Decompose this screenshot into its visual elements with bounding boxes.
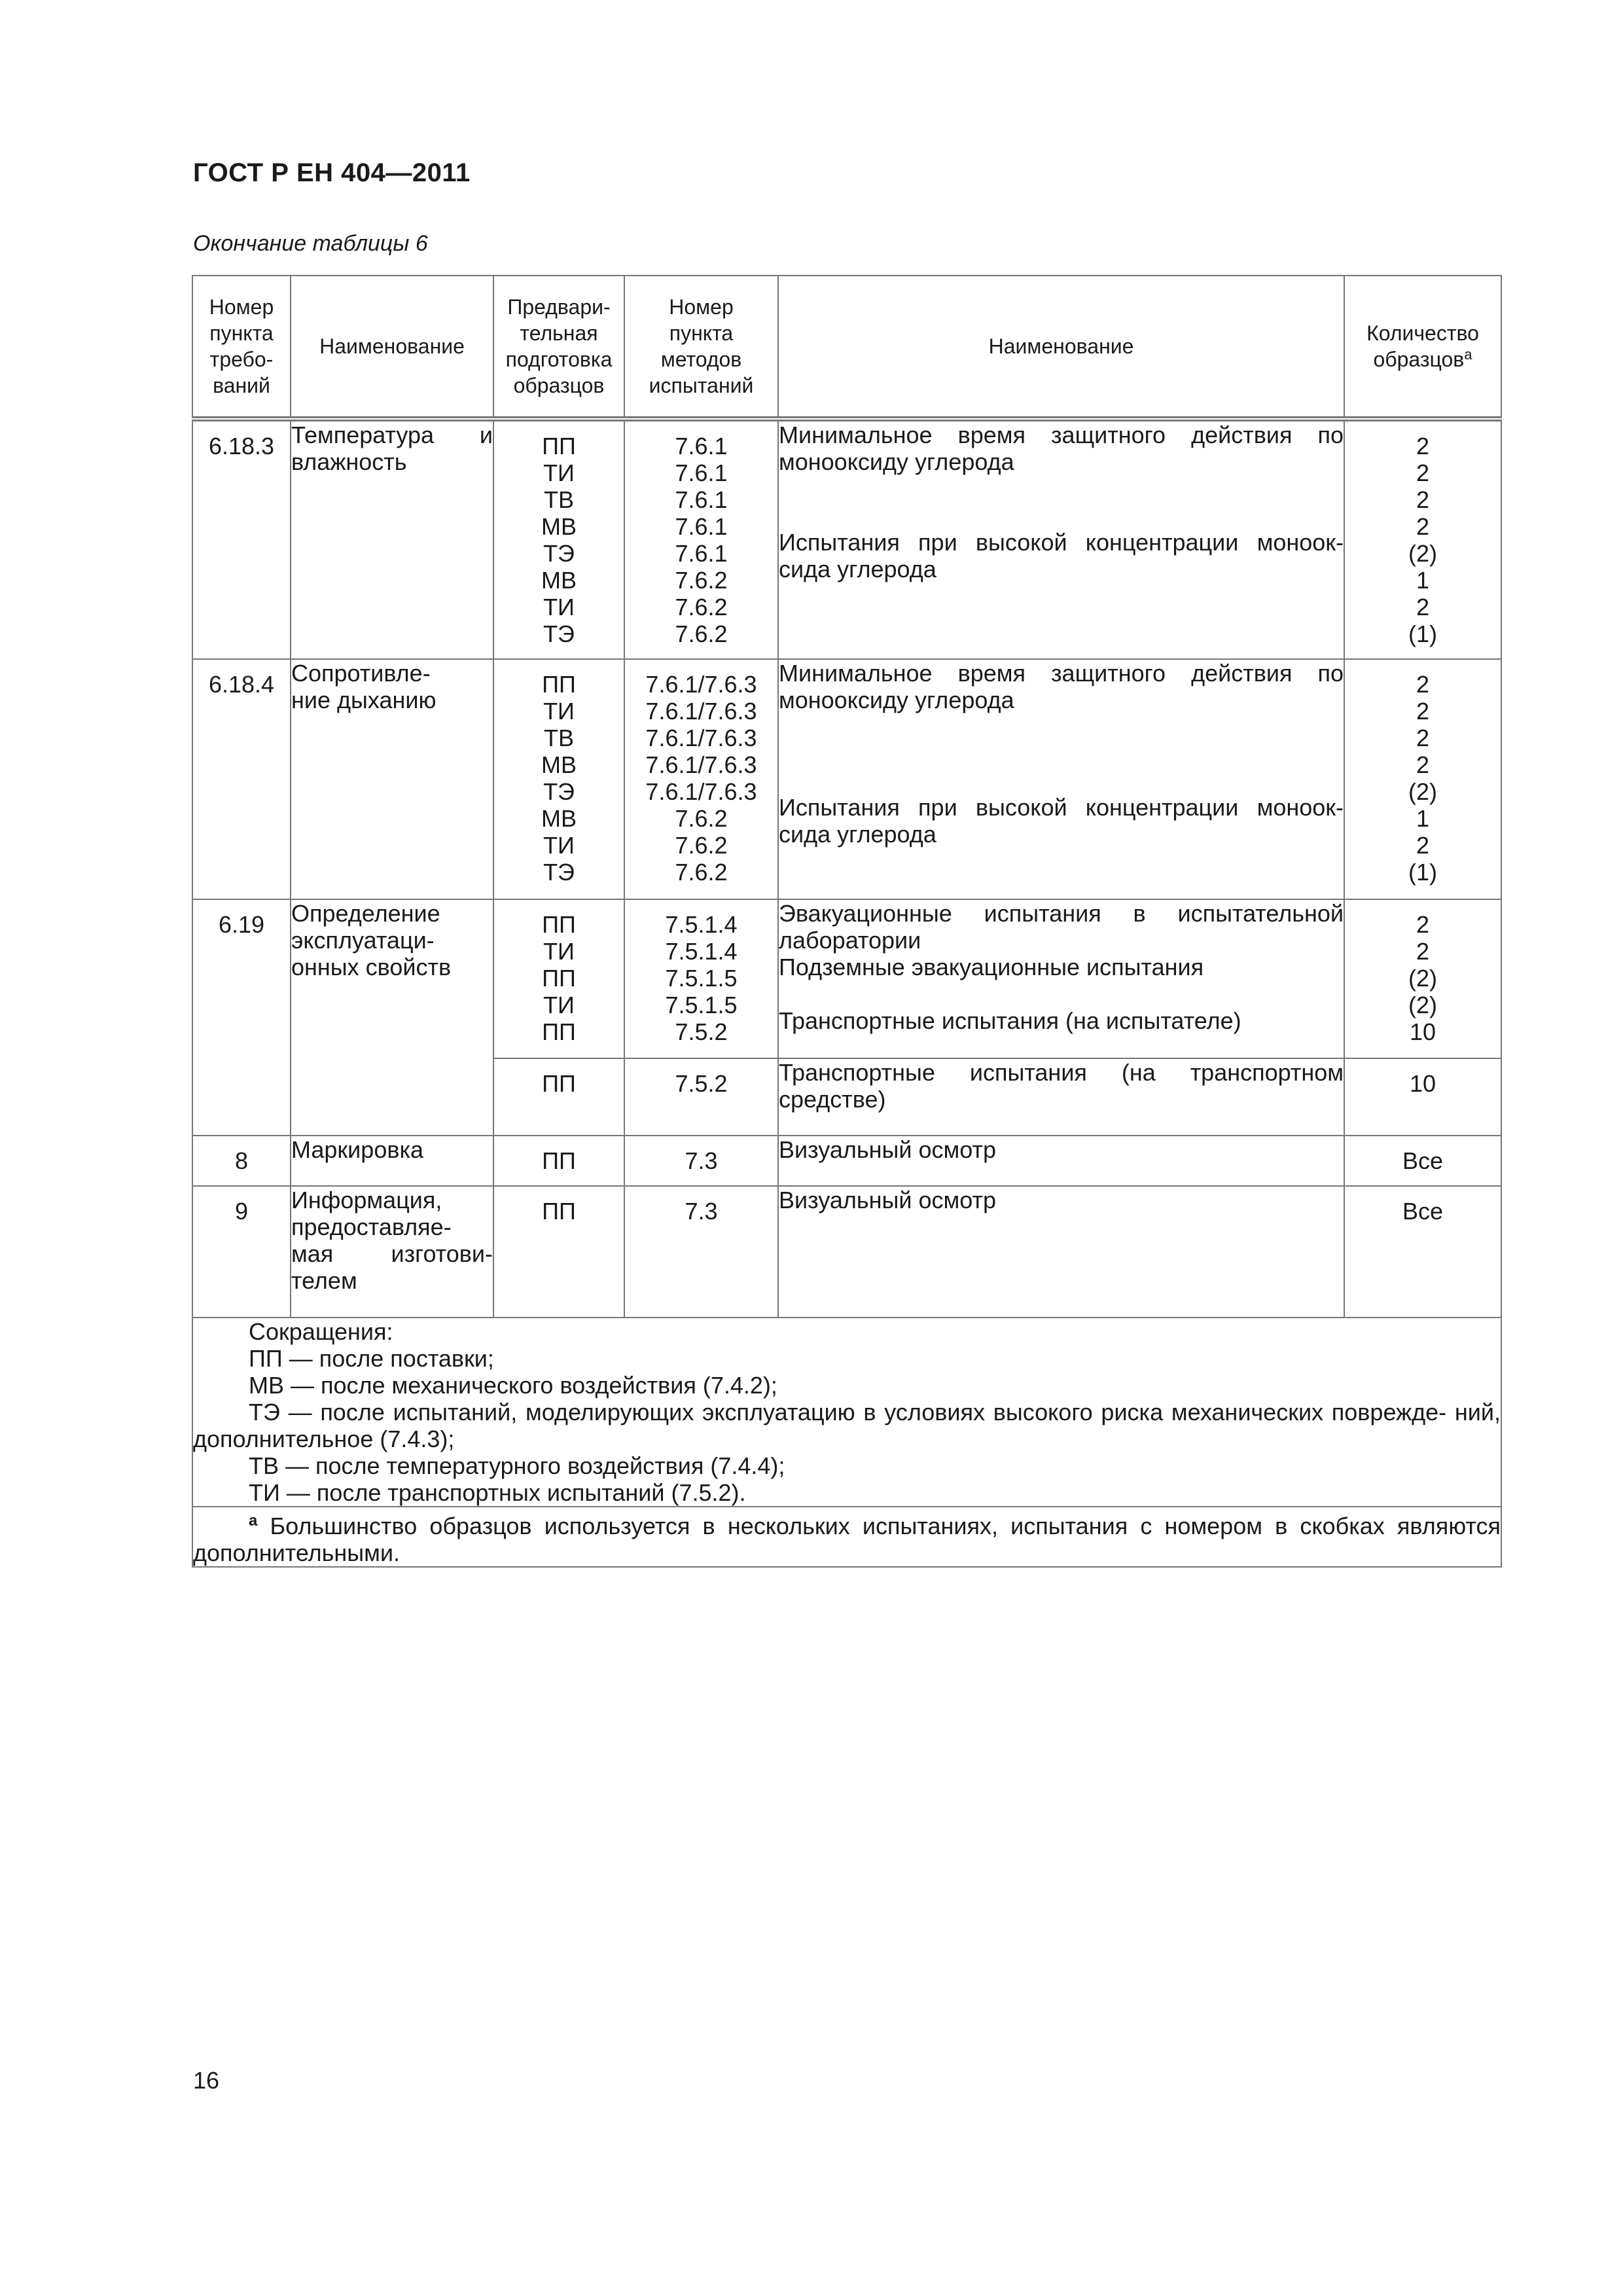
- abbreviations-row: [192, 1318, 1501, 1507]
- requirement-name: Сопротивле- ние дыханию: [291, 659, 493, 899]
- requirement-name: Маркировка: [291, 1136, 493, 1186]
- method-list: 7.6.1/7.6.3 7.6.1/7.6.3 7.6.1/7.6.3 7.6.1/7.6.3 7.6.1/7.6.3 7.6.2 7.6.2 7.6.2: [645, 671, 757, 886]
- footnote-row: [192, 1507, 1501, 1567]
- table-row: [192, 1136, 1501, 1186]
- test-name-list: Эвакуационные испытания в испытательной лаборатории Подземные эвакуационные испытания Транспортные испытания (на испытателе): [778, 899, 1344, 1058]
- prep-list: ПП ТИ ТВ МВ ТЭ МВ ТИ ТЭ: [541, 671, 577, 886]
- document-code: ГОСТ Р ЕН 404—2011: [193, 158, 471, 187]
- req-number: 6.18.3: [208, 433, 275, 459]
- count-value: 10: [1409, 1070, 1436, 1097]
- count-value: Все: [1402, 1198, 1444, 1225]
- method-value: 7.3: [685, 1198, 718, 1225]
- count-list: 2 2 (2) (2) 10: [1408, 911, 1437, 1045]
- test-name-list: Транспортные испытания (на транспортном средстве): [778, 1058, 1344, 1136]
- method-value: 7.5.2: [675, 1070, 728, 1097]
- table-row: [192, 419, 1501, 659]
- requirement-name: Определение эксплуатаци- онных свойств: [291, 899, 493, 1136]
- table-row: [192, 659, 1501, 899]
- method-list: 7.6.1 7.6.1 7.6.1 7.6.1 7.6.1 7.6.2 7.6.2 7.6.2: [675, 433, 728, 647]
- requirements-table: [192, 275, 1502, 1568]
- prep-list: ПП ТИ ТВ МВ ТЭ МВ ТИ ТЭ: [541, 433, 577, 647]
- header-preconditioning: Предвари- тельная подготовка образцов: [493, 276, 624, 419]
- table-row: [192, 1186, 1501, 1318]
- footnote-text: Большинство образцов используется в нескольких испытаниях, испытания с номером в скобках являются дополнительными.: [193, 1513, 1501, 1566]
- footnote: [192, 1507, 1501, 1567]
- header-method-number: Номер пункта методов испытаний: [624, 276, 778, 419]
- test-name: Визуальный осмотр: [778, 1136, 1344, 1186]
- requirement-name: Информация, предоставляе- мая изготови- телем: [291, 1186, 493, 1318]
- header-sample-count: Количество образцов$^a$: [1344, 276, 1501, 419]
- abbreviations: Сокращения: ПП — после поставки; МВ — после механического воздействия (7.4.2); ТЭ — после испытаний, моделирующих эксплуатацию в условиях высокого риска механических поврежде- ний, дополнительное (7.4.3); ТВ — после температурного воздействия (7.4.4); ТИ — после транспортных испытаний (7.5.2).: [193, 1318, 1501, 1506]
- method-value: 7.3: [685, 1147, 718, 1174]
- table-caption: Окончание таблицы 6: [193, 231, 428, 256]
- prep-value: ПП: [542, 1070, 576, 1097]
- req-number: 6.18.4: [208, 671, 275, 698]
- prep-value: ПП: [542, 1198, 576, 1225]
- test-name: Визуальный осмотр: [778, 1186, 1344, 1318]
- req-number: 8: [234, 1147, 249, 1174]
- header-req-number: Номер пункта требо- ваний: [192, 276, 291, 419]
- count-list: 2 2 2 2 (2) 1 2 (1): [1408, 671, 1437, 886]
- footnote-mark: а: [249, 1512, 258, 1530]
- test-name-list: Минимальное время защитного действия по монооксиду углерода Испытания при высокой концентрации моноок- сида углерода: [778, 419, 1344, 659]
- test-name-list: Минимальное время защитного действия по монооксиду углерода Испытания при высокой концентрации моноок- сида углерода: [778, 659, 1344, 899]
- header-name: Наименование: [291, 276, 493, 419]
- requirement-name: Температура и влажность: [291, 419, 493, 659]
- count-value: Все: [1402, 1147, 1444, 1174]
- table-header-row: [192, 276, 1501, 419]
- header-test-name: Наименование: [778, 276, 1344, 419]
- prep-list: ПП ТИ ПП ТИ ПП: [542, 911, 576, 1045]
- req-number: 6.19: [218, 911, 265, 938]
- table-row: [192, 899, 1501, 1058]
- prep-value: ПП: [542, 1147, 576, 1174]
- page-number: 16: [193, 2067, 220, 2094]
- count-list: 2 2 2 2 (2) 1 2 (1): [1408, 433, 1437, 647]
- req-number: 9: [234, 1198, 249, 1225]
- method-list: 7.5.1.4 7.5.1.4 7.5.1.5 7.5.1.5 7.5.2: [665, 911, 738, 1045]
